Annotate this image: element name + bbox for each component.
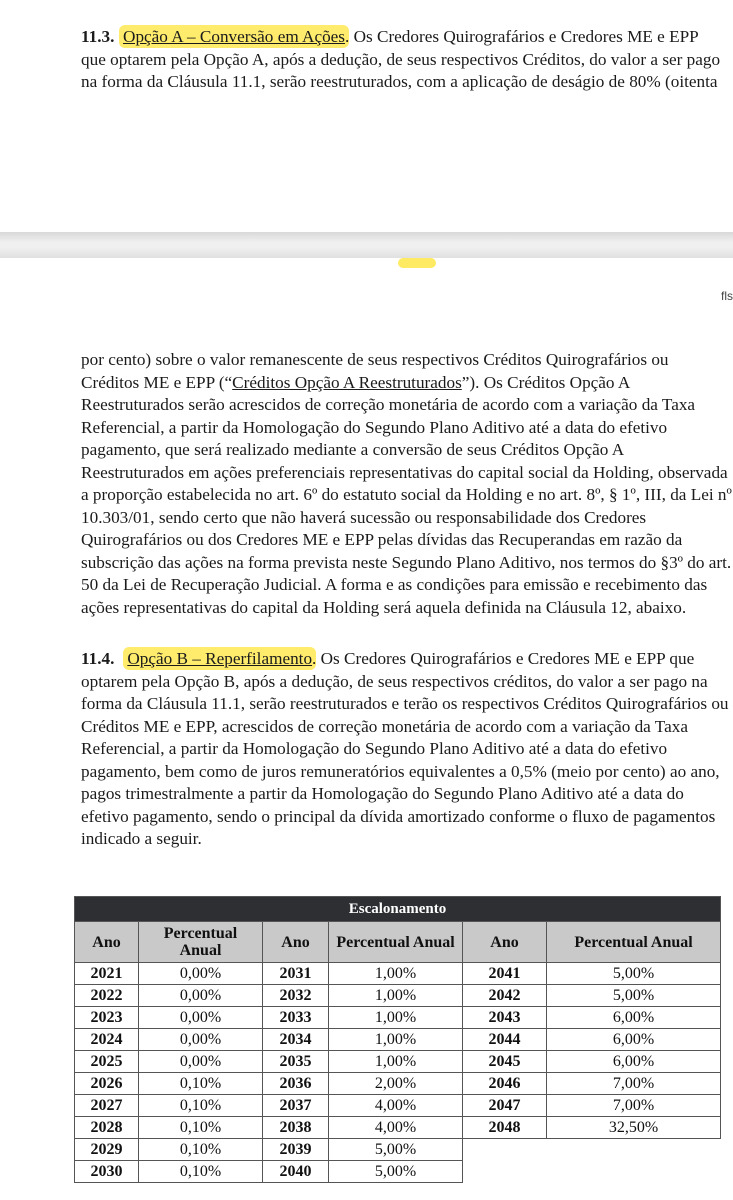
table-row (75, 1007, 721, 1029)
percent-cell: 0,10% (139, 1117, 263, 1139)
year-cell: 2028 (75, 1117, 139, 1139)
percent-cell: 0,10% (139, 1139, 263, 1161)
year-cell: 2023 (75, 1007, 139, 1029)
clause-text-line: pagos trimestralmente a partir da Homologação do Segundo Plano Aditivo até a data do (81, 784, 684, 803)
clause-heading-highlighted: Opção B – Reperfilamento (123, 647, 316, 670)
clause-text-line: ações representativas do capital da Holding será aquela definida na Cláusula 12, abaixo. (81, 597, 687, 617)
clause-text-line: pagamento, que será realizado mediante a conversão de seus Créditos Opção A (81, 440, 625, 459)
year-cell: 2027 (75, 1095, 139, 1117)
clause-text-line: por cento) sobre o valor remanescente de seus respectivos Créditos Quirografários ou (81, 350, 669, 369)
year-cell: 2036 (263, 1073, 329, 1095)
percent-cell: 0,00% (139, 1029, 263, 1051)
percent-cell: 0,00% (139, 985, 263, 1007)
clause-text: ”). Os Créditos Opção A (461, 372, 631, 392)
page-mark: fls (721, 289, 733, 303)
payment-schedule-table (74, 896, 721, 1183)
table-row (75, 1139, 721, 1161)
clause-text-line: Referencial, a partir da Homologação do Segundo Plano Aditivo até a data do efetivo (81, 417, 668, 437)
percent-cell: 6,00% (547, 1007, 721, 1029)
year-cell: 2046 (463, 1073, 547, 1095)
clause-heading-highlighted: Opção A – Conversão em Ações (119, 25, 349, 48)
clause-11-4 (81, 648, 729, 851)
clause-text: . Os Credores Quirografários e Credores ME e EPP (345, 27, 699, 46)
clause-text-line: indicado a seguir. (81, 829, 202, 848)
year-cell: 2031 (263, 963, 329, 985)
percent-cell: 0,00% (139, 1051, 263, 1073)
clause-text-line: Créditos ME e EPP, acrescidos de correção monetária de acordo com a variação da Taxa (81, 716, 688, 736)
column-header: Percentual Anual (329, 922, 463, 963)
empty-cell (547, 1161, 721, 1183)
year-cell: 2021 (75, 963, 139, 985)
year-cell: 2022 (75, 985, 139, 1007)
percent-cell: 0,00% (139, 1007, 263, 1029)
table-row (75, 985, 721, 1007)
clause-text-line: Reestruturados serão acrescidos de correção monetária de acordo com a variação da Taxa (81, 395, 696, 414)
clause-text-line: optarem pela Opção B, após a dedução, de seus respectivos créditos, do valor a ser pago na (81, 671, 708, 691)
defined-term: Créditos Opção A Reestruturados (232, 372, 462, 392)
percent-cell: 1,00% (329, 985, 463, 1007)
year-cell: 2032 (263, 985, 329, 1007)
clause-text-line: 10.303/01, sendo certo que não haverá sucessão ou responsabilidade dos Credores (81, 507, 647, 527)
column-header: Ano (263, 922, 329, 963)
year-cell: 2044 (463, 1029, 547, 1051)
column-header: Ano (75, 922, 139, 963)
year-cell: 2039 (263, 1139, 329, 1161)
year-cell: 2038 (263, 1117, 329, 1139)
clause-text-line: Reestruturados em ações preferenciais representativas do capital social da Holding, observada (81, 462, 728, 482)
year-cell: 2029 (75, 1139, 139, 1161)
clause-text-line: que optarem pela Opção A, após a dedução, de seus respectivos Créditos, do valor a ser pago (81, 49, 721, 69)
clause-text: . Os Credores Quirografários e Credores ME e EPP que (312, 649, 695, 668)
year-cell: 2047 (463, 1095, 547, 1117)
percent-cell: 5,00% (329, 1161, 463, 1183)
percent-cell: 1,00% (329, 1007, 463, 1029)
year-cell: 2048 (463, 1117, 547, 1139)
table-row (75, 1161, 721, 1183)
year-cell: 2030 (75, 1161, 139, 1183)
column-header: Ano (463, 922, 547, 963)
clause-text-line: a proporção estabelecida no art. 6º do estatuto social da Holding e no art. 8º, § 1º, III, da Lei nº (81, 485, 732, 504)
percent-cell: 1,00% (329, 1029, 463, 1051)
year-cell: 2041 (463, 963, 547, 985)
year-cell: 2035 (263, 1051, 329, 1073)
percent-cell: 4,00% (329, 1095, 463, 1117)
percent-cell: 0,10% (139, 1095, 263, 1117)
year-cell: 2033 (263, 1007, 329, 1029)
year-cell: 2037 (263, 1095, 329, 1117)
percent-cell: 6,00% (547, 1051, 721, 1073)
empty-cell (463, 1139, 547, 1161)
percent-cell: 2,00% (329, 1073, 463, 1095)
table-caption: Escalonamento (75, 897, 721, 922)
percent-cell: 6,00% (547, 1029, 721, 1051)
percent-cell: 1,00% (329, 1051, 463, 1073)
clause-text-line: 50 da Lei de Recuperação Judicial. A forma e as condições para emissão e recebimento das (81, 575, 708, 594)
table-row (75, 1073, 721, 1095)
table-row (75, 1095, 721, 1117)
clause-text-line: efetivo pagamento, sendo o principal da dívida amortizado conforme o fluxo de pagamentos (81, 806, 716, 826)
year-cell: 2045 (463, 1051, 547, 1073)
cropped-previous-line (160, 0, 580, 4)
clause-number: 11.3. (81, 27, 115, 46)
table-row (75, 1029, 721, 1051)
table-body (75, 963, 721, 1183)
clause-number: 11.4. (81, 649, 115, 668)
year-cell: 2043 (463, 1007, 547, 1029)
percent-cell: 4,00% (329, 1117, 463, 1139)
percent-cell: 0,10% (139, 1073, 263, 1095)
clause-text-line: Quirografários ou dos Credores ME e EPP pelas dívidas das Recuperandas em razão da (81, 530, 683, 549)
empty-cell (463, 1161, 547, 1183)
percent-cell: 1,00% (329, 963, 463, 985)
percent-cell: 5,00% (547, 985, 721, 1007)
clause-11-3-intro (81, 26, 725, 94)
clause-text-line: subscrição das ações na forma prevista neste Segundo Plano Aditivo, nos termos do §3º do art. (81, 552, 732, 572)
clause-text-line: Referencial, a partir da Homologação do Segundo Plano Aditivo até a data do efetivo (81, 739, 668, 758)
table-row (75, 963, 721, 985)
percent-cell: 0,10% (139, 1161, 263, 1183)
clause-text-line: pagamento, bem como de juros remuneratórios equivalentes a 0,5% (meio por cento) ao ano, (81, 761, 720, 781)
table-row (75, 1051, 721, 1073)
year-cell: 2042 (463, 985, 547, 1007)
percent-cell: 5,00% (547, 963, 721, 985)
clause-11-3-continuation (81, 349, 732, 619)
clause-text: Créditos ME e EPP (“ (81, 372, 233, 392)
percent-cell: 0,00% (139, 963, 263, 985)
clause-text-line: forma da Cláusula 11.1, serão reestruturados e terão os respectivos Créditos Quirografários ou (81, 694, 729, 713)
year-cell: 2034 (263, 1029, 329, 1051)
empty-cell (547, 1139, 721, 1161)
percent-cell: 7,00% (547, 1073, 721, 1095)
year-cell: 2040 (263, 1161, 329, 1183)
clause-text-line: na forma da Cláusula 11.1, serão reestruturados, com a aplicação de deságio de 80% (oitenta (81, 72, 718, 91)
page-top-fragment (0, 0, 733, 232)
highlight-mark (398, 258, 436, 268)
year-cell: 2024 (75, 1029, 139, 1051)
percent-cell: 5,00% (329, 1139, 463, 1161)
percent-cell: 32,50% (547, 1117, 721, 1139)
column-header: Percentual Anual (547, 922, 721, 963)
percent-cell: 7,00% (547, 1095, 721, 1117)
year-cell: 2026 (75, 1073, 139, 1095)
table-row (75, 1117, 721, 1139)
year-cell: 2025 (75, 1051, 139, 1073)
page-break-divider (0, 232, 733, 258)
column-header: Percentual Anual (139, 922, 263, 963)
